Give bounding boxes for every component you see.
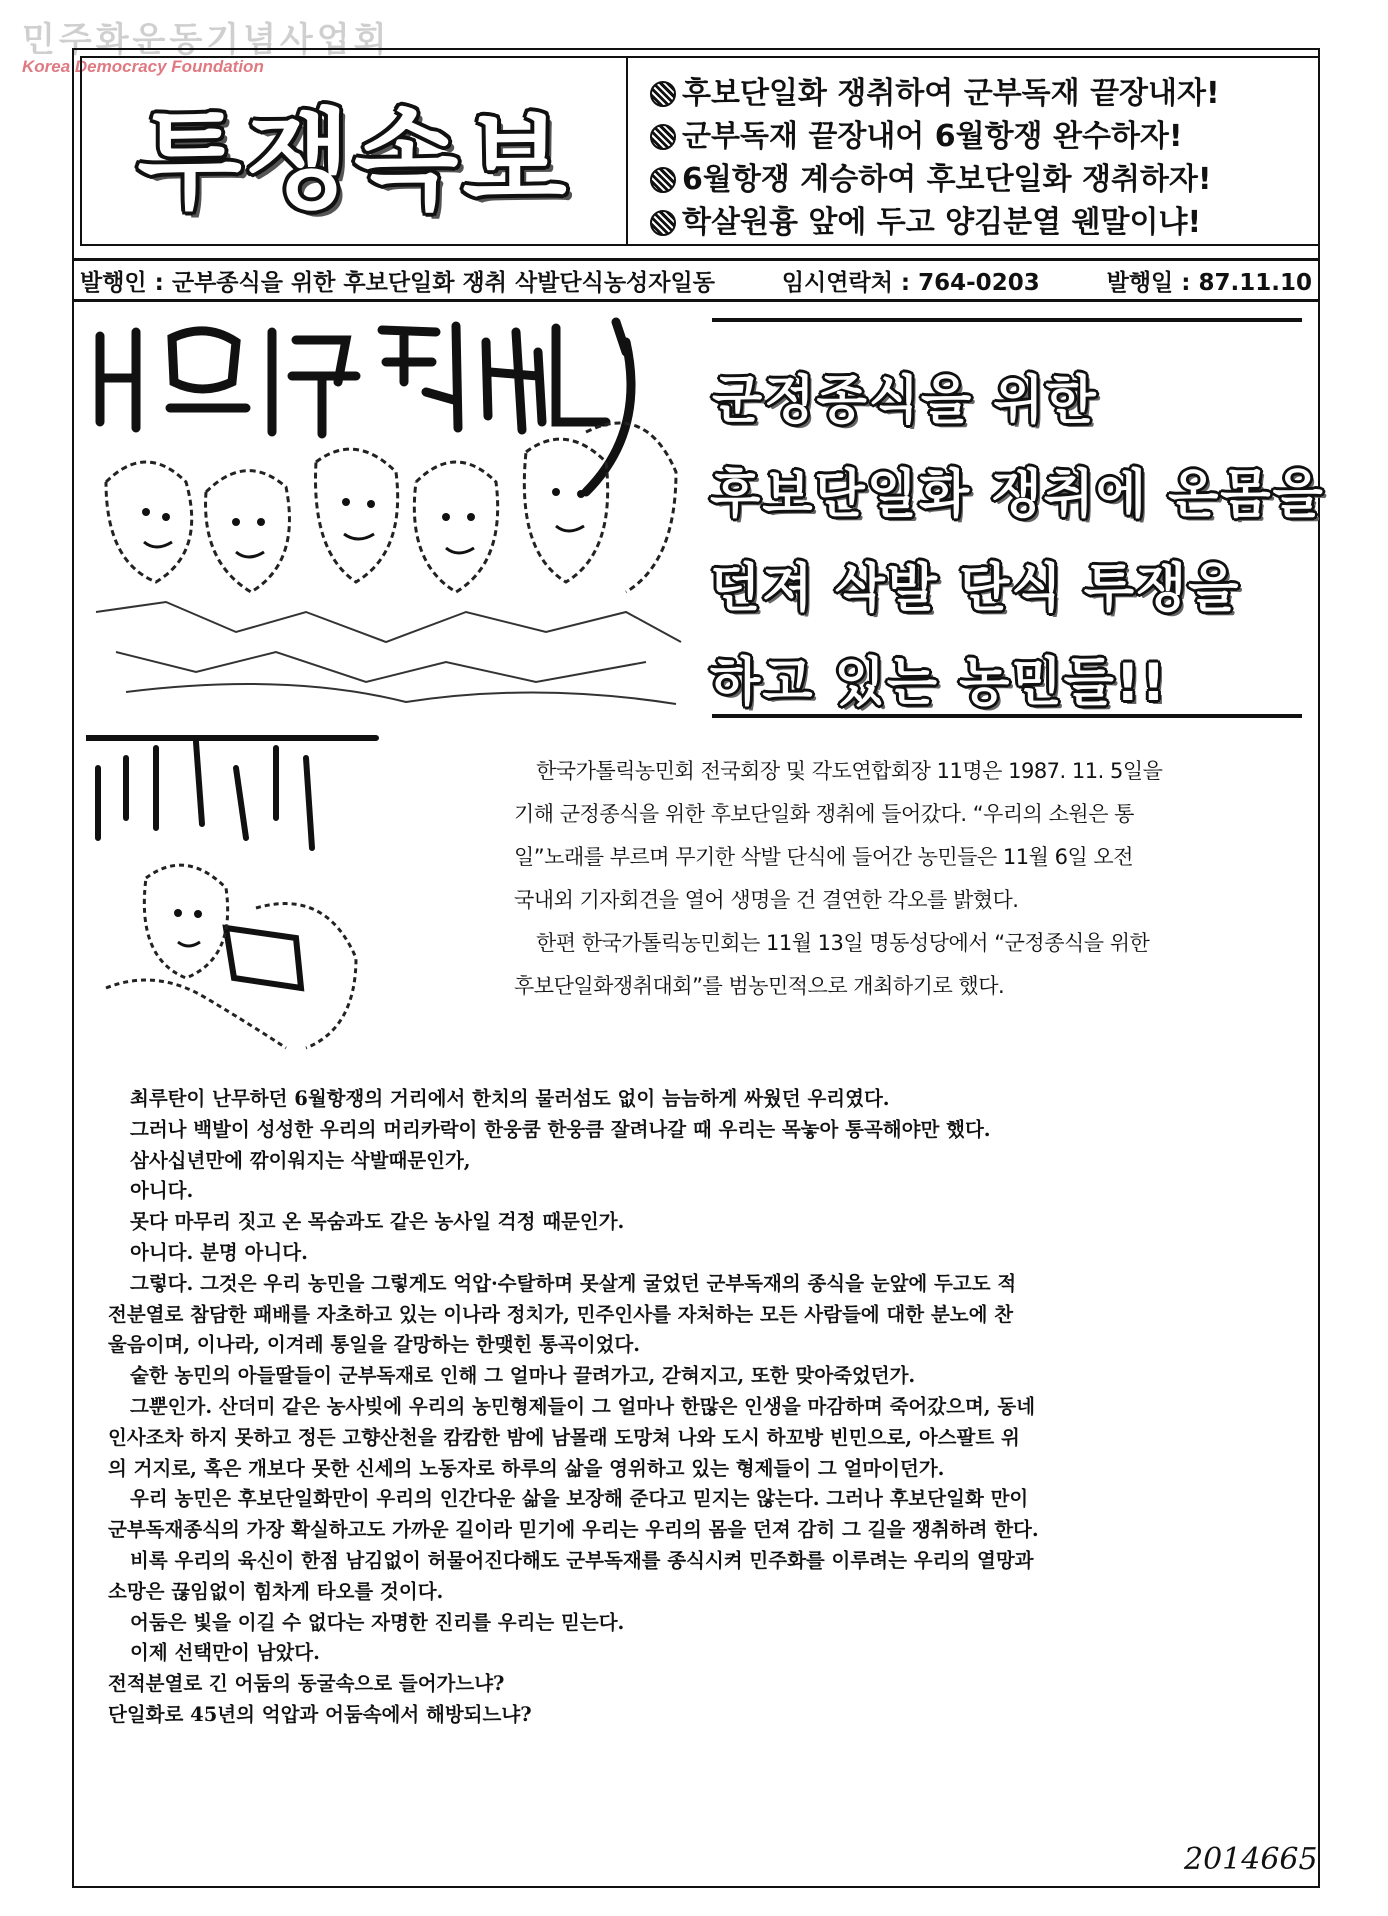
publisher: 발행인 : 군부종식을 위한 후보단일화 쟁취 삭발단식농성자일동 [80, 269, 715, 296]
farmer-photo-image [86, 728, 386, 1058]
body-line: 그렇다. 그것은 우리 농민을 그렇게도 억압·수탈하며 못살게 굴었던 군부독재의 종식을 눈앞에 두고도 적 [130, 1271, 1017, 1295]
headline [710, 354, 1325, 730]
publication-info-bar [72, 258, 1320, 302]
contact: 임시연락처 : 764-0203 [781, 269, 1040, 296]
body-line: 군부독재종식의 가장 확실하고도 가까운 길이라 믿기에 우리는 우리의 몸을 던져 감히 그 길을 쟁취하려 한다. [108, 1518, 1039, 1542]
body-line: 소망은 끊임없이 힘차게 타오를 것이다. [108, 1579, 444, 1603]
headline-line: 던져 삭발 단식 투쟁을 [710, 559, 1241, 619]
body-line: 어둠은 빛을 이길 수 없다는 자명한 진리를 우리는 믿는다. [130, 1610, 625, 1634]
body-line: 못다 마무리 짓고 온 목숨과도 같은 농사일 걱정 때문인가. [130, 1210, 625, 1234]
farmer-photo [86, 728, 386, 1058]
body-line: 아니다. [130, 1179, 194, 1203]
report-line: 한국가톨릭농민회 전국회장 및 각도연합회장 11명은 1987. 11. 5일을 [536, 759, 1163, 783]
slogan-line [650, 158, 1318, 201]
slogan-box [628, 56, 1320, 246]
body-line: 단일화로 45년의 억압과 어둠속에서 해방되느냐? [108, 1702, 532, 1726]
masthead-title: 투쟁속보 [137, 98, 571, 224]
slogan-text: 군부독재 끝장내어 6월항쟁 완수하자! [682, 119, 1183, 154]
slogan-line [650, 72, 1318, 115]
statement-body [108, 1084, 1318, 1731]
body-line: 전분열로 참담한 패배를 자초하고 있는 이나라 정치가, 민주인사를 자처하는 모든 사람들에 대한 분노에 찬 [108, 1302, 1014, 1326]
headline-rule-top [712, 318, 1302, 322]
body-line: 전적분열로 긴 어둠의 동굴속으로 들어가느냐? [108, 1672, 505, 1696]
slogan-line [650, 115, 1318, 158]
watermark-korean: 민주화운동기념사업회 [22, 20, 391, 60]
body-line: 비록 우리의 육신이 한점 남김없이 허물어진다해도 군부독재를 종식시켜 민주화를 이루려는 우리의 열망과 [130, 1548, 1034, 1572]
report-line: 국내외 기자회견을 열어 생명을 건 결연한 각오를 밝혔다. [514, 888, 1019, 912]
hatched-circle-icon [650, 124, 676, 150]
slogan-line [650, 201, 1318, 244]
hatched-circle-icon [650, 167, 676, 193]
body-line: 최루탄이 난무하던 6월항쟁의 거리에서 한치의 물러섬도 없이 늠늠하게 싸웠던 우리였다. [130, 1087, 890, 1110]
body-line: 이제 선택만이 남았다. [130, 1641, 320, 1665]
headline-rule-bottom [712, 714, 1302, 718]
headline-line: 후보단일화 쟁취에 온몸을 [710, 465, 1325, 525]
body-line: 우리 농민은 후보단일화만이 우리의 인간다운 삶을 보장해 준다고 믿지는 않는다. 그러나 후보단일화 만이 [130, 1487, 1029, 1511]
body-line: 의 거지로, 혹은 개보다 못한 신세의 노동자로 하루의 삶을 영위하고 있는 형제들이 그 얼마이던가. [108, 1456, 945, 1480]
body-line: 그뿐인가. 산더미 같은 농사빚에 우리의 농민형제들이 그 얼마나 한많은 인생을 마감하며 죽어갔으며, 동네 [130, 1394, 1036, 1418]
slogan-text: 학살원흉 앞에 두고 양김분열 웬말이냐! [682, 205, 1202, 240]
slogan-text: 6월항쟁 계승하여 후보단일화 쟁취하자! [682, 162, 1212, 197]
hatched-circle-icon [650, 210, 676, 236]
body-line: 그러나 백발이 성성한 우리의 머리카락이 한웅쿰 한웅큼 잘려나갈 때 우리는 목놓아 통곡해야만 했다. [130, 1117, 991, 1141]
archive-number: 2014665 [1184, 1842, 1318, 1877]
body-line: 인사조차 하지 못하고 정든 고향산천을 캄캄한 밤에 남몰래 도망쳐 나와 도시 하꼬방 빈민으로, 아스팔트 위 [108, 1425, 1020, 1449]
hatched-circle-icon [650, 81, 676, 107]
headline-line: 군정종식을 위한 [712, 371, 1098, 431]
watermark-english: Korea Democracy Foundation [22, 57, 264, 76]
news-report [514, 750, 1294, 1008]
masthead [80, 56, 628, 246]
body-line: 울음이며, 이나라, 이겨레 통일을 갈망하는 한맺힌 통곡이었다. [108, 1333, 641, 1357]
headline-line: 하고 있는 농민들!! [710, 653, 1168, 713]
report-line: 기해 군정종식을 위한 후보단일화 쟁취에 들어갔다. “우리의 소원은 통 [514, 802, 1134, 826]
report-line: 일”노래를 부르며 무기한 삭발 단식에 들어간 농민들은 11월 6일 오전 [514, 845, 1133, 869]
report-line: 후보단일화쟁취대회”를 범농민적으로 개최하기로 했다. [514, 974, 1005, 998]
body-line: 숱한 농민의 아들딸들이 군부독재로 인해 그 얼마나 끌려가고, 갇혀지고, 또한 맞아죽었던가. [130, 1364, 916, 1388]
body-line: 아니다. 분명 아니다. [130, 1240, 308, 1264]
issue-date: 발행일 : 87.11.10 [1106, 269, 1312, 296]
slogan-text: 후보단일화 쟁취하여 군부독재 끝장내자! [682, 76, 1220, 111]
protest-photo-image [86, 312, 686, 712]
report-line: 한편 한국가톨릭농민회는 11월 13일 명동성당에서 “군정종식을 위한 [536, 931, 1150, 955]
body-line: 삼사십년만에 깎이워지는 삭발때문인가, [130, 1148, 471, 1172]
protest-photo [86, 312, 686, 712]
